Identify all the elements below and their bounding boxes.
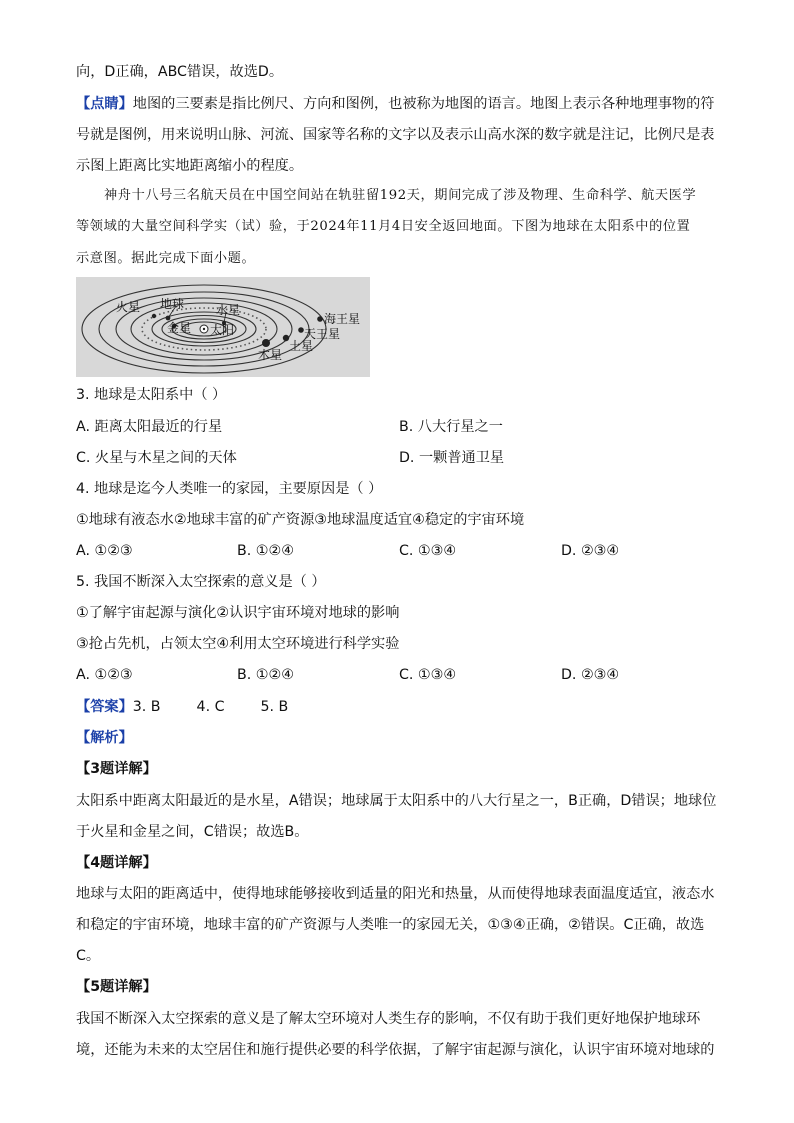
q3-option-b[interactable]: B. 八大行星之一 (399, 419, 503, 435)
q4-items: ①地球有液态水②地球丰富的矿产资源③地球温度适宜④稳定的宇宙环境 (76, 512, 525, 528)
answer-4: 4. C (196, 699, 225, 715)
label-sun: 太阳 (210, 323, 235, 337)
label-venus: 金星 (167, 321, 192, 335)
neptune-dot (317, 316, 323, 322)
detail-3-line: 太阳系中距离太阳最近的是水星，A错误；地球属于太阳系中的八大行星之一，B正确，D错误；地球位 (76, 793, 717, 809)
tip-paragraph (76, 94, 714, 114)
question-3-stem: 3. 地球是太阳系中（ ） (76, 387, 227, 403)
solar-system-diagram (76, 277, 370, 377)
q3-option-c[interactable]: C. 火星与木星之间的天体 (76, 450, 237, 466)
intro-line: 神舟十八号三名航天员在中国空间站在轨驻留192天，期间完成了涉及物理、生命科学、航天医学 (104, 188, 697, 203)
label-mars: 火星 (116, 300, 141, 314)
q4-option-b[interactable]: B. ①②④ (237, 543, 294, 559)
q5-option-a[interactable]: A. ①②③ (76, 667, 133, 683)
text-line: 号就是图例，用来说明山脉、河流、国家等名称的文字以及表示山高水深的数字就是注记，比例尺是表 (76, 127, 715, 143)
analysis-label: 【解析】 (76, 730, 133, 746)
solar-system-svg (76, 277, 370, 377)
detail-5-title: 【5题详解】 (76, 979, 157, 995)
answer-3: 3. B (132, 699, 161, 715)
detail-4-line: 地球与太阳的距离适中，使得地球能够接收到适量的阳光和热量，从而使得地球表面温度适宜，液态水 (76, 886, 715, 902)
detail-5-line: 我国不断深入太空探索的意义是了解太空环境对人类生存的影响，不仅有助于我们更好地保护地球环 (76, 1011, 701, 1027)
q4-option-c[interactable]: C. ①③④ (399, 543, 457, 559)
q3-option-a[interactable]: A. 距离太阳最近的行星 (76, 419, 223, 435)
detail-4-line: 和稳定的宇宙环境，地球丰富的矿产资源与人类唯一的家园无关，①③④正确，②错误。C正确，故选 (76, 917, 705, 933)
answer-label: 【答案】 (76, 699, 133, 715)
q5-items-2: ③抢占先机，占领太空④利用太空环境进行科学实验 (76, 636, 400, 652)
sun-center (203, 328, 205, 330)
label-mercury: 水星 (216, 303, 241, 317)
mars-dot (152, 314, 156, 318)
q5-option-d[interactable]: D. ②③④ (561, 667, 620, 683)
jupiter-dot (262, 339, 270, 347)
detail-5-line: 境，还能为未来的太空居住和施行提供必要的科学依据，了解宇宙起源与演化，认识宇宙环境对地球的 (76, 1042, 715, 1058)
q5-option-c[interactable]: C. ①③④ (399, 667, 457, 683)
answer-line (76, 697, 288, 717)
label-jupiter: 木星 (258, 348, 283, 362)
q5-option-b[interactable]: B. ①②④ (237, 667, 294, 683)
q5-items-1: ①了解宇宙起源与演化②认识宇宙环境对地球的影响 (76, 605, 400, 621)
question-4-stem: 4. 地球是迄今人类唯一的家园，主要原因是（ ） (76, 481, 383, 497)
label-uranus: 天王星 (304, 327, 341, 341)
detail-3-line: 于火星和金星之间，C错误；故选B。 (76, 824, 309, 840)
label-earth: 地球 (160, 297, 185, 311)
q4-option-d[interactable]: D. ②③④ (561, 543, 620, 559)
detail-4-line: C。 (76, 948, 101, 964)
intro-line: 等领域的大量空间科学实（试）验，于2024年11月4日安全返回地面。下图为地球在太阳系中的位置 (76, 219, 691, 234)
detail-3-title: 【3题详解】 (76, 761, 157, 777)
text-line: 示图上距离比实地距离缩小的程度。 (76, 158, 304, 174)
label-neptune: 海王星 (324, 312, 361, 326)
tip-text: 地图的三要素是指比例尺、方向和图例，也被称为地图的语言。地图上表示各种地理事物的符 (132, 96, 715, 112)
answer-5: 5. B (260, 699, 289, 715)
detail-4-title: 【4题详解】 (76, 855, 157, 871)
text-line: 向，D正确，ABC错误，故选D。 (76, 64, 284, 80)
q3-option-d[interactable]: D. 一颗普通卫星 (399, 450, 505, 466)
tip-label: 【点睛】 (76, 96, 133, 112)
uranus-dot (298, 327, 304, 333)
q4-option-a[interactable]: A. ①②③ (76, 543, 133, 559)
question-5-stem: 5. 我国不断深入太空探索的意义是（ ） (76, 574, 326, 590)
label-saturn: 土星 (289, 339, 314, 353)
intro-line: 示意图。据此完成下面小题。 (76, 251, 256, 266)
